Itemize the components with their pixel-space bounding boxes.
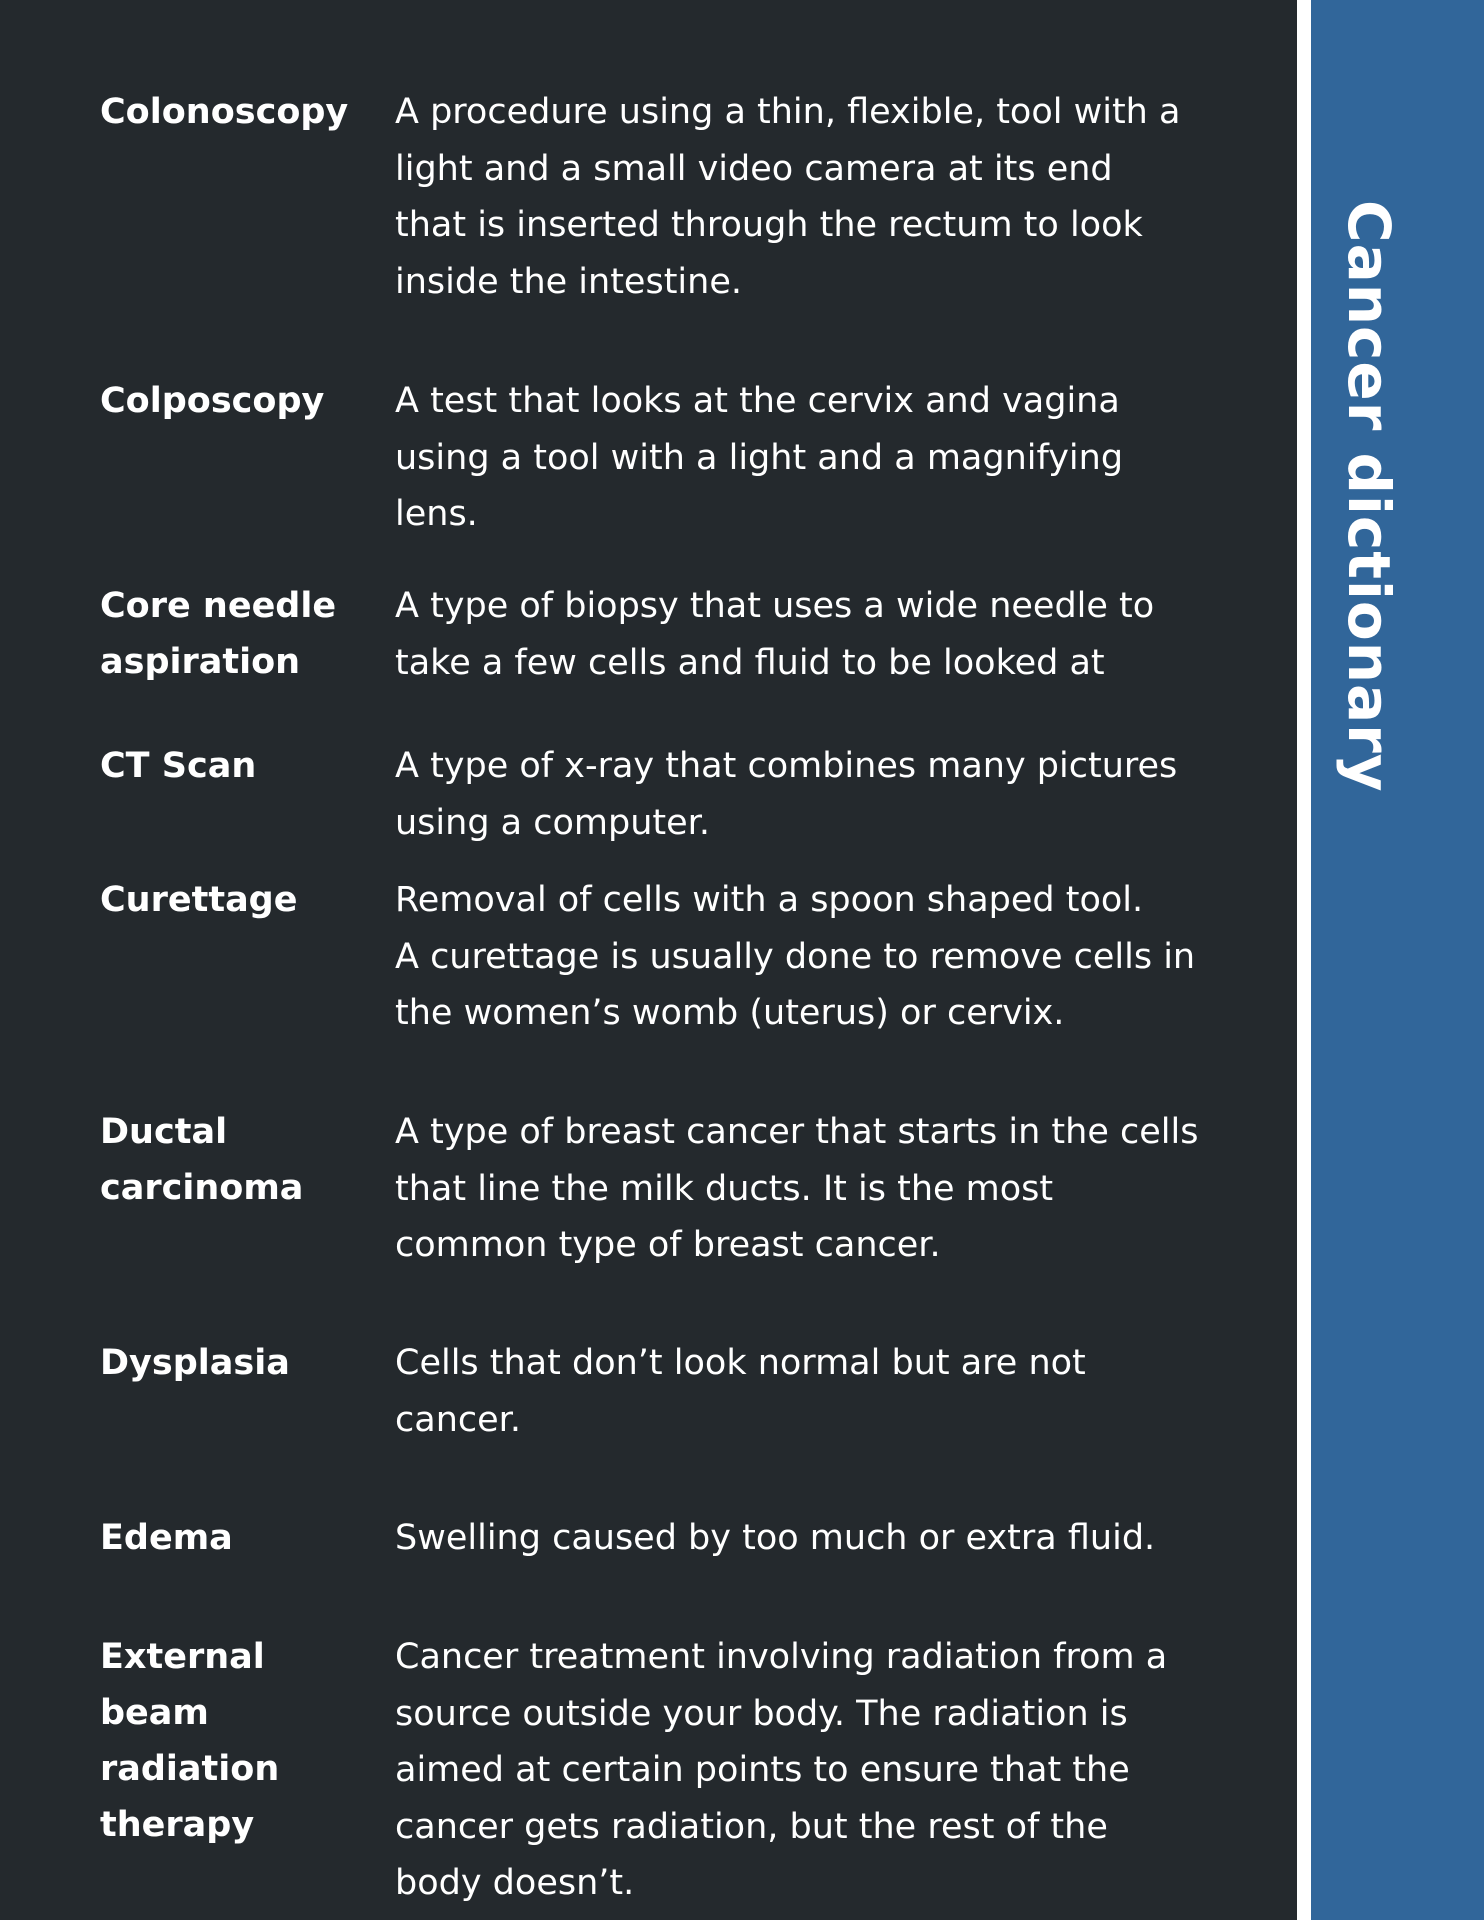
entry-definition: Removal of cells with a spoon shaped tool. A curettage is usually done to remove cells in the women’s womb (uterus) or cervix. [395, 880, 1196, 1033]
entry-definition: A procedure using a thin, flexible, tool with a light and a small video camera at its end that is inserted through the rectum to look inside the intestine. [395, 92, 1181, 302]
entry-term: Core needle aspiration [100, 586, 337, 682]
entry-definition: A type of biopsy that uses a wide needle to take a few cells and fluid to be looked at [395, 586, 1155, 683]
entry-term: Edema [100, 1518, 233, 1558]
entry-definition: Cancer treatment involving radiation from a source outside your body. The radiation is aimed at certain points to ensure that the cancer gets radiation, but the rest of the body doesn’t. [395, 1637, 1168, 1903]
entry-term: Curettage [100, 880, 298, 920]
entry-term: External beam radiation therapy [100, 1637, 280, 1845]
entry-definition: A type of x-ray that combines many pictures using a computer. [395, 746, 1178, 843]
entry-definition: A type of breast cancer that starts in the cells that line the milk ducts. It is the most common type of breast cancer. [395, 1112, 1199, 1265]
sidebar-divider [1297, 0, 1311, 1920]
sidebar-title: Cancer dictionary [1335, 200, 1403, 793]
entry-term: Dysplasia [100, 1343, 290, 1383]
entry-definition: Cells that don’t look normal but are not cancer. [395, 1343, 1086, 1440]
entry-term: Colposcopy [100, 381, 325, 421]
entry-definition: Swelling caused by too much or extra fluid. [395, 1518, 1156, 1558]
entry-term: Colonoscopy [100, 92, 349, 132]
entry-term: CT Scan [100, 746, 257, 786]
entry-term: Ductal carcinoma [100, 1112, 304, 1208]
entry-definition: A test that looks at the cervix and vagina using a tool with a light and a magnifying lens. [395, 381, 1124, 534]
